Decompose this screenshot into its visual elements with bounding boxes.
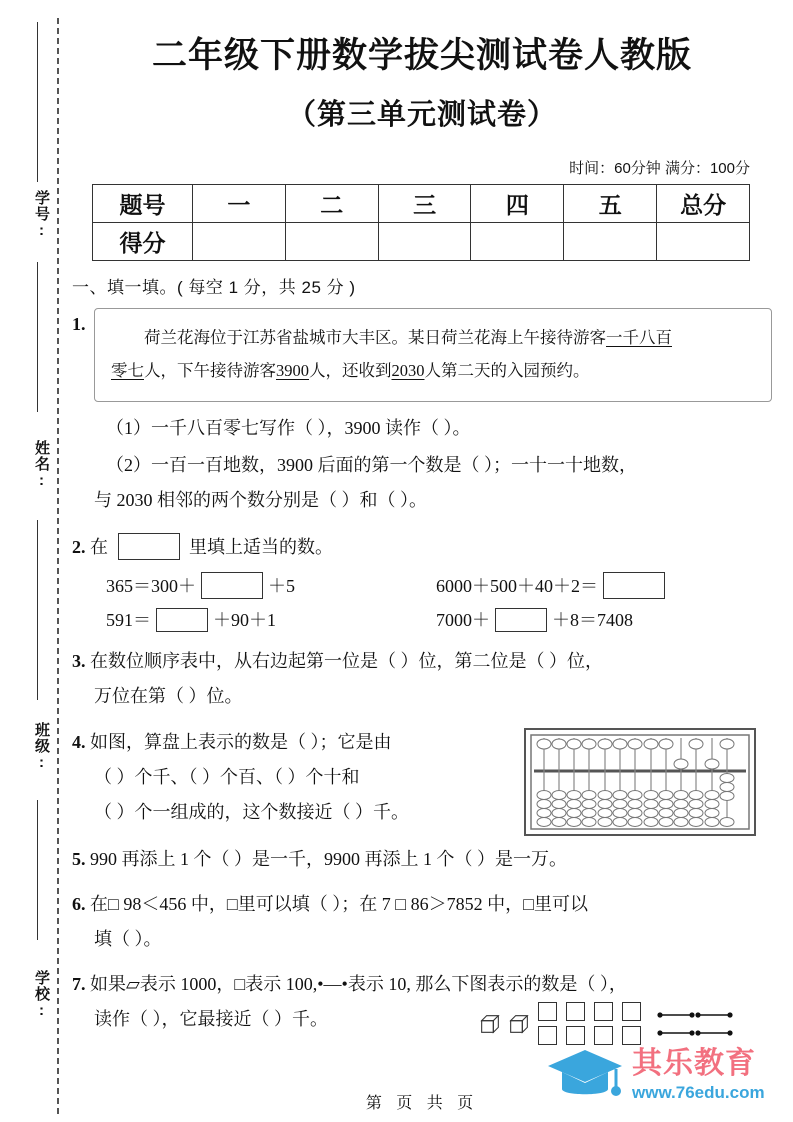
answer-box[interactable] — [495, 608, 547, 632]
equation-2 — [106, 606, 436, 632]
abacus-icon — [524, 728, 756, 836]
answer-box[interactable] — [201, 572, 263, 599]
equation-2-right: ＋90＋1 — [213, 610, 276, 631]
score-col-5: 五 — [564, 185, 657, 223]
question-3-number: 3. — [72, 651, 86, 672]
passage-text-a: 荷兰花海位于江苏省盐城市大丰区。某日荷兰花海上午接待游客 — [144, 328, 606, 347]
side-label-student-name: 姓名: — [33, 440, 50, 490]
question-1-number: 1. — [72, 314, 86, 334]
question-7-diagram — [480, 1002, 734, 1045]
equation-4 — [436, 606, 766, 632]
score-table — [92, 184, 750, 261]
cube-icon — [509, 1014, 529, 1034]
square-column — [566, 1002, 585, 1045]
question-3[interactable] — [72, 644, 772, 679]
dot-line-icon — [656, 1029, 734, 1037]
question-2 — [72, 530, 772, 565]
score-cell-4[interactable] — [471, 223, 564, 261]
question-7[interactable] — [72, 967, 772, 1002]
side-rule-4 — [37, 800, 38, 940]
score-cell-2[interactable] — [285, 223, 378, 261]
square-column — [622, 1002, 641, 1045]
equation-1-left: 365＝300＋ — [106, 576, 196, 597]
passage-text-c: 人，还收到 — [309, 361, 392, 380]
square-icon — [594, 1002, 613, 1021]
question-1-sub-1[interactable]: （1）一千八百零七写作（ ），3900 读作（ ）。 — [106, 418, 471, 438]
question-4-line-2[interactable]: （ ）个千、（ ）个百、（ ）个十和 — [94, 766, 360, 787]
question-7-line-2[interactable]: 读作（ ），它最接近（ ）千。 — [94, 1009, 328, 1030]
side-label-class: 班级: — [33, 722, 50, 772]
question-2-prompt-b: 里填上适当的数。 — [189, 537, 333, 558]
abacus-figure — [524, 728, 756, 841]
side-label-school: 学校: — [33, 970, 50, 1020]
question-7-line-1: 如果▱表示 1000，□表示 100,•—•表示 10, 那么下图表示的数是（ ）， — [90, 974, 627, 995]
dot-line-group — [656, 1011, 734, 1037]
square-icon — [622, 1002, 641, 1021]
question-2-number: 2. — [72, 537, 86, 558]
question-5-line-1: 990 再添上 1 个（ ）是一千，9900 再添上 1 个（ ）是一万。 — [90, 848, 567, 869]
square-column — [538, 1002, 557, 1045]
page-footer: 第 页 共 页 — [365, 1095, 479, 1112]
square-icon — [594, 1026, 613, 1045]
page-title: 二年级下册数学拔尖测试卷人教版 — [151, 36, 692, 75]
answer-box[interactable] — [118, 533, 180, 560]
equation-2-left: 591＝ — [106, 610, 151, 631]
question-6-line-2[interactable]: 填（ ）。 — [94, 929, 162, 950]
square-icon — [622, 1026, 641, 1045]
table-row — [93, 223, 750, 261]
question-7-number: 7. — [72, 974, 86, 995]
question-1-passage — [94, 308, 772, 402]
side-rule-3 — [37, 520, 38, 700]
answer-box[interactable] — [156, 608, 208, 632]
exam-page — [72, 0, 772, 1122]
passage-text-d: 人第二天的入园预约。 — [424, 361, 590, 380]
score-cell-5[interactable] — [564, 223, 657, 261]
question-1-sub-2a[interactable]: （2）一百一百地数，3900 后面的第一个数是（ ）；一十一十地数， — [106, 455, 637, 476]
question-2-prompt-a: 在 — [90, 537, 108, 558]
cube-icon — [480, 1014, 500, 1034]
section-heading-1: 一、填一填。( 每空 1 分，共 25 分 ) — [72, 278, 356, 297]
question-1-sub-2b[interactable]: 与 2030 相邻的两个数分别是（ ）和（ ）。 — [94, 490, 427, 511]
page-subtitle: （第三单元测试卷） — [286, 99, 557, 131]
question-5[interactable] — [72, 842, 772, 877]
equation-1-right: ＋5 — [268, 576, 295, 597]
score-col-4: 四 — [471, 185, 564, 223]
question-6[interactable] — [72, 887, 772, 922]
score-col-3: 三 — [378, 185, 471, 223]
side-label-student-number: 学号: — [33, 190, 50, 240]
passage-underline-b: 零七 — [111, 361, 144, 380]
question-4[interactable] — [72, 725, 522, 760]
question-6-line-1: 在□ 98＜456 中，□里可以填（ ）；在 7 □ 86＞7852 中，□里可以 — [90, 893, 588, 914]
question-4-number: 4. — [72, 731, 86, 752]
square-icon — [566, 1026, 585, 1045]
equation-3-left: 6000＋500＋40＋2＝ — [436, 576, 598, 597]
question-2-equation-row-2 — [72, 606, 772, 632]
dot-line-icon — [656, 1011, 734, 1019]
question-4-line-3[interactable]: （ ）个一组成的，这个数接近（ ）千。 — [94, 801, 409, 822]
score-cell-total[interactable] — [657, 223, 750, 261]
question-5-number: 5. — [72, 848, 86, 869]
score-cell-3[interactable] — [378, 223, 471, 261]
passage-text-b: 人，下午接待游客 — [144, 361, 276, 380]
question-3-line-2[interactable]: 万位在第（ ）位。 — [94, 686, 243, 707]
side-rule-2 — [37, 262, 38, 412]
square-column — [594, 1002, 613, 1045]
equation-4-right: ＋8＝7408 — [552, 610, 633, 631]
score-table-row-label: 得分 — [93, 223, 193, 261]
question-3-line-1: 在数位顺序表中，从右边起第一位是（ ）位，第二位是（ ）位， — [90, 651, 603, 672]
passage-underline-d: 2030 — [391, 361, 425, 380]
passage-underline-c: 3900 — [276, 361, 309, 380]
score-table-row-label: 题号 — [93, 185, 193, 223]
answer-box[interactable] — [603, 572, 665, 599]
logo-url: www.76edu.com — [632, 1083, 765, 1102]
question-2-equation-row-1 — [72, 572, 772, 599]
equation-4-left: 7000＋ — [436, 610, 490, 631]
score-cell-1[interactable] — [193, 223, 286, 261]
exam-meta: 时间：60分钟 满分：100分 — [569, 160, 750, 177]
table-row — [93, 185, 750, 223]
margin-dashed-divider — [57, 18, 59, 1114]
equation-3 — [436, 572, 766, 599]
question-4-line-1: 如图，算盘上表示的数是（ ）；它是由 — [90, 731, 392, 752]
score-col-total: 总分 — [657, 185, 750, 223]
question-1 — [72, 308, 772, 402]
square-icon — [566, 1002, 585, 1021]
passage-underline-a: 一千八百 — [606, 328, 672, 347]
score-col-1: 一 — [193, 185, 286, 223]
score-col-2: 二 — [285, 185, 378, 223]
side-rule-1 — [37, 22, 38, 182]
question-6-number: 6. — [72, 893, 86, 914]
equation-1 — [106, 572, 436, 599]
square-icon — [538, 1026, 557, 1045]
logo-brand: 其乐教育 — [632, 1047, 756, 1080]
square-icon — [538, 1002, 557, 1021]
